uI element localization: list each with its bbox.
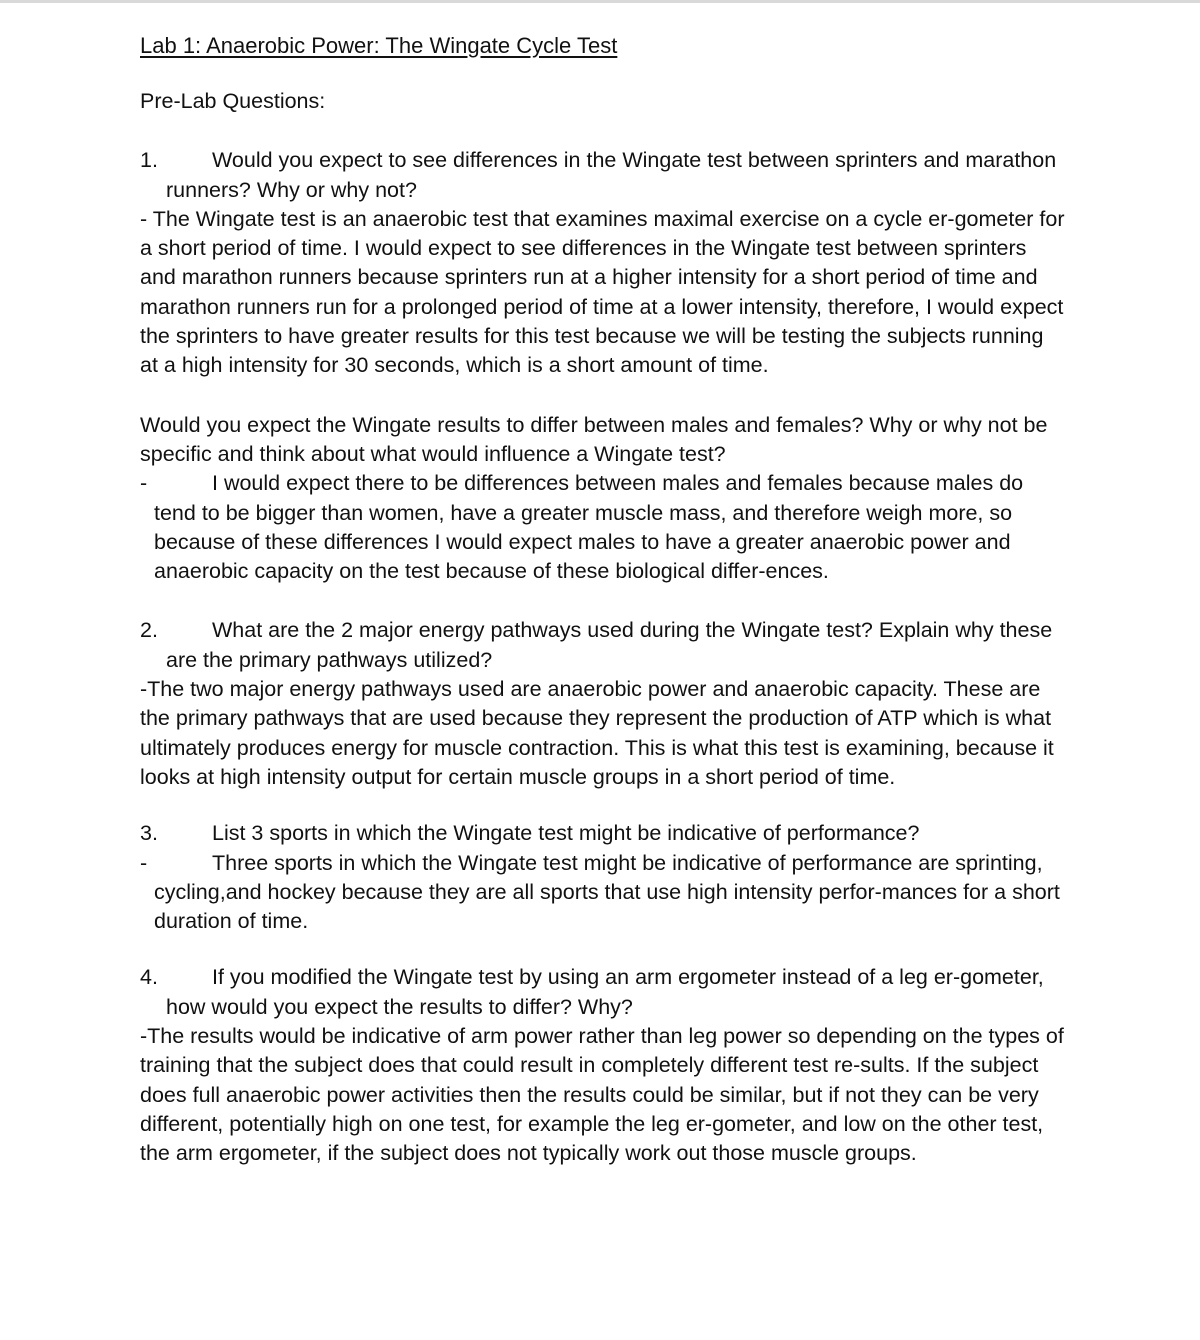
question-number: 4. (140, 965, 158, 990)
question-1 (140, 146, 1065, 205)
question-1b: Would you expect the Wingate results to differ between males and females? Why or why not be specific and think about what would influence a Wingate test? (140, 412, 1048, 466)
answer-2: -The two major energy pathways used are anaerobic power and anaerobic capacity. These are the primary pathways that are used because they represent the production of ATP which is what ultimately produces energy for muscle contraction. This is what this test is examining, because it looks at high intensity output for certain muscle groups in a short period of time. (140, 677, 1054, 789)
document-page (140, 30, 1065, 1169)
answer-text: Three sports in which the Wingate test might be indicative of performance are sprinting, cycling,and hockey because they are all sports that use high intensity perfor-mances for a short duration of time. (154, 850, 1060, 934)
bullet-dash: - (140, 850, 148, 875)
page-top-border (0, 0, 1200, 3)
answer-text: I would expect there to be differences between males and females because males do tend to be bigger than women, have a greater muscle mass, and therefore weigh more, so because of these differences I would expect males to have a greater anaerobic power and anaerobic capacity on the test because of these biological differ-ences. (154, 471, 1024, 584)
answer-1b (140, 469, 1065, 586)
question-text: What are the 2 major energy pathways used during the Wingate test? Explain why these are the primary pathways utilized? (166, 618, 1053, 672)
question-number: 1. (140, 148, 158, 173)
question-text: Would you expect to see differences in the Wingate test between sprinters and marathon runners? Why or why not? (166, 148, 1057, 202)
question-number: 3. (140, 821, 158, 846)
bullet-dash: - (140, 471, 148, 496)
question-3 (140, 819, 1065, 848)
answer-3 (140, 849, 1065, 937)
question-text: List 3 sports in which the Wingate test might be indicative of performance? (212, 821, 920, 846)
answer-4: -The results would be indicative of arm power rather than leg power so depending on the types of training that the subject does that could result in completely different test re-sults. If the subject does full anaerobic power activities then the results could be similar, but if not they can be very different, potentially high on one test, for example the leg er-gometer, and low on the other test, the arm ergometer, if the subject does not typically work out those muscle groups. (140, 1024, 1064, 1166)
prelab-heading: Pre-Lab Questions: (140, 89, 326, 113)
question-4 (140, 963, 1065, 1022)
question-text: If you modified the Wingate test by using an arm ergometer instead of a leg er-gometer, how would you expect the results to differ? Why? (166, 965, 1044, 1019)
question-2 (140, 616, 1065, 675)
document-title: Lab 1: Anaerobic Power: The Wingate Cycle Test (140, 33, 618, 58)
answer-1: - The Wingate test is an anaerobic test that examines maximal exercise on a cycle er-gometer for a short period of time. I would expect to see differences in the Wingate test between sprinters and marathon runners because sprinters run at a higher intensity for a short period of time and marathon runners run for a prolonged period of time at a lower intensity, therefore, I would expect the sprinters to have greater results for this test because we will be testing the subjects running at a high intensity for 30 seconds, which is a short amount of time. (140, 206, 1065, 378)
question-number: 2. (140, 618, 158, 643)
